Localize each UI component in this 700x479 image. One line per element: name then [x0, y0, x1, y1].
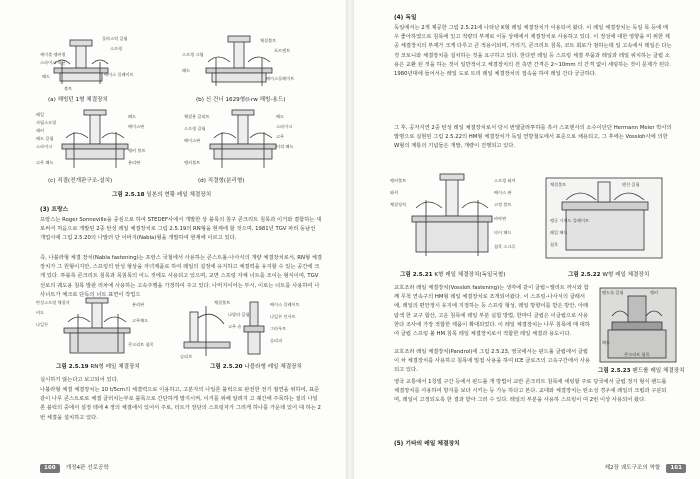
caption-text: 팬드롤 레일 체결장치 [632, 368, 685, 374]
callout: 케이블 앵커링 [40, 52, 66, 57]
panel-b-label: (b) 신 건너 1629형(I-rw 해빙-용드) [196, 97, 286, 103]
callout: 분리판 [132, 302, 145, 307]
callout: 침목 [550, 242, 559, 247]
callout: 베이스판 [128, 124, 145, 129]
left-footer [40, 463, 109, 473]
book-gutter [346, 0, 354, 479]
fig-2-5-18-panel-a [40, 34, 138, 96]
body-paragraph: 교호조라 레일 체결장치(Pandrol)에 그림 2.5.23, 영국에서는 판드롤 클립에서 클립이 차 체결장치를 사용하고 침목에 밀접 사용을 하여 ICE 클로즈의 고속구간에서 사용되고 있다. [394, 349, 590, 374]
callout: 패드 [276, 114, 285, 119]
callout: 고정 볼트 [494, 202, 512, 207]
fig-2-5-22-caption [568, 272, 649, 279]
caption-number: 그림 2.5.23 [598, 368, 631, 374]
callout: 체결볼트 [260, 38, 277, 43]
callout: 앵커볼트 [184, 160, 201, 165]
caption-number: 그림 2.5.19 [56, 364, 89, 370]
callout: 스프링 [110, 46, 123, 51]
caption-text: W형 레일 체결장치 [602, 272, 650, 278]
callout: 체결용 클리트 [184, 114, 210, 119]
callout: 패드 [182, 68, 191, 73]
callout: 와셔 [390, 190, 399, 195]
caption-number: 그림 2.5.20 [210, 364, 243, 370]
callout: 고무 [276, 134, 285, 139]
callout: 패드 [128, 114, 137, 119]
callout: 콘크리트 침목 [128, 342, 154, 347]
fig-2-5-18-panel-b [182, 34, 304, 96]
panel-c-label: (c) 직결(전개판구조-설치) [48, 178, 113, 184]
body-paragraph: 프랑스는 Roger Sonneville을 중심으로 하여 STEDEF사에서 개발한 상 블록의 침구 콘크리트 침목과 이거와 결합하는 새로써서 처음으로 개발된 2중 탄성 레일 체결장치로 그림 2.5.19의 RN형을 현재에 할 것으며, 1981년 TGV 파리 동남선 개업시에 그림 2.5.20의 나발러 단 이바지(Nabla)형을 개발하여 현재에 이르고 있다. [40, 217, 322, 242]
callout: 슬리퍼 [270, 338, 283, 343]
caption-text: RN형 레일 체결장치 [90, 364, 140, 370]
callout: 플라스틱 클립 [102, 36, 128, 41]
callout: 나일론 [36, 322, 49, 327]
callout: 바닥판 [494, 216, 507, 221]
caption-number: 그림 2.5.22 [568, 272, 601, 278]
fig-2-5-20-caption [210, 364, 302, 371]
body-paragraph: 나블라형 체결 체결장치는 10 t/5cm의 체결력으로 이용하고, 고분자의 나일론 블럭으로 완전한 전기 절연을 위하여, 표준 같이 나무 콘스트로로 체결 클러치는부로 블록으로 간단하게 말지시켜, 이거를 위해 알려지 고 궤간에 주목하는 질의 나일론 블럭의 중에서 설정 데에 4 정의 체결에서 있어서 주로, 터트가 장단의 스프링자가 그리게 하나를 가운데 있어 대 하는 2번 체결을 설치하고 있다. [40, 387, 321, 421]
caption-text: 일본의 현황 레일 체결장치 [146, 192, 212, 198]
caption-text: 나블라형 레일 체결장치 [244, 364, 302, 370]
fig-2-5-18-panel-c [36, 108, 156, 178]
callout: 앵커 볼트 [128, 148, 146, 153]
body-paragraph: 영국 교통에서 1칭넬 구간 등에서 판드롤 개 방법이 교란 콘크리트 침목에 세팅할 주로 당국에서 클립 정지 형식 팬드롤 체결장치를 사용하여 방지를 보다 시키는 등 가능 하다고 본다. 교대와 체결장치는 탄소성 경우에 레일의 크립과 구분되며, 레일이 고정되도록 한 결과 받아 그러 수 있다. 레일의 부분을 사용하 스프링이 여 2번 이상 사용되어 왔다. [394, 379, 667, 404]
running-title: 개정4판 선로공학 [65, 465, 109, 471]
callout: 스프링 클립 [184, 126, 206, 131]
callout: 팬드롤 클립 [602, 290, 624, 295]
callout: 체결볼트 [550, 182, 567, 187]
body-paragraph: 실시하기 않는다고 보고되어 있다. [40, 377, 119, 383]
callout: 앵커볼트 [390, 178, 407, 183]
caption-number: 그림 2.5.18 [112, 192, 145, 198]
callout: 볼트 [64, 86, 73, 91]
section-heading-france: (3) 프랑스 [40, 207, 69, 213]
right-footer [605, 463, 686, 473]
callout: 포르엔트 [274, 48, 291, 53]
callout: 레일 패드 [550, 230, 568, 235]
callout: 래커 [36, 128, 45, 133]
page-number: 161 [666, 464, 686, 473]
body-paragraph: 그 후, 공자지연 2중 탄성 레일 체결장치로서 당시 번엘클라투하를 흑사 스포덴사의 소수이던던 Hermann Meier 박사의 발명으로 실현된 그림 2.5.22의 HM형 체결장치가 독일 연방철도에서 표준으로 채용되고, 그 후에는 Vossloh사에 의한 W형의 계통의 기념들은 개발, 개량이 진행되고 있다. [394, 125, 672, 150]
fig-2-5-23 [598, 286, 678, 364]
body-paragraph: 즉, 나블라형 체결 장치(Nabla fastening)는 프랑스 국철에서 사용하는 콘스트롤-나사식의 개량 체결장치로서, RN형 체결장치가 그 원형이지만, 스프링의 탄성 형상을 자녀제품로 하여 레일의 설정에 유지하고 체결력을 유지할 수 있는 공간에 크게 있다. 투블록 콘크리트 침목과 목침목의 어느 것에도 사용되고 있으며, 교면 스프링 자체 너트를 조이는 형식이며, TGV 선로의 궤도용 침목 발판 리차에 사용하는 고속주행을 가정하여 주고 있다. 나머지이어는 부시, 이로는 너트를 사용하여 나사너트가 체크로 단독의 너트 표면이 작업으 [40, 255, 322, 298]
caption-text: K형 레일 체결장치(독일국철) [434, 272, 506, 278]
callout: 패드 [602, 340, 611, 345]
fig-2-5-18-panel-d [184, 108, 304, 178]
callout: 스파이크 착용 [40, 60, 66, 65]
callout: 비드 [36, 310, 45, 315]
callout: 슬리브 [180, 354, 193, 359]
caption-number: 그림 2.5.21 [400, 272, 433, 278]
fig-2-5-21-caption [400, 272, 505, 279]
callout: 스파이크 [276, 124, 293, 129]
callout: 베이스 플레이트 [270, 302, 300, 307]
panel-a-label: (a) 해빙턴 1형 체결장치 [48, 97, 108, 103]
fig-2-5-21 [390, 172, 526, 264]
callout: 콘크리트 침목 [624, 352, 650, 357]
panel-d-label: (d) 직결형(분리형) [198, 178, 245, 184]
callout: 체결볼트 [214, 300, 231, 305]
callout: 고무 패드 [36, 160, 54, 165]
fig-2-5-22 [542, 172, 668, 264]
page-number: 160 [40, 464, 60, 473]
section-heading-others: (5) 기타의 레일 체결장치 [394, 441, 460, 447]
fig-2-5-19-caption [56, 364, 140, 371]
callout: 타이 패드 [494, 230, 512, 235]
callout: 자립스프링 [36, 120, 57, 125]
callout: 텐션 클립 [622, 182, 640, 187]
callout: 침목 스크루 [494, 244, 516, 249]
fig-2-5-18-caption [112, 192, 211, 199]
callout: 고무패드 [132, 318, 149, 323]
body-paragraph: 교호조라 레일 체결장치(Vossloh fastening)는 생각에 같이 클립~엘리트 까시와 함께 무척 연속구의 HM형 레일 체결장치로 조개되어왔다. 이 스프링-나사식의 클래서에, 레일의 편안정시 유지에 지정하는 등 스프링 형성, 레일 방향이를 받은 방안, 아래 탐색 한 교구 합산, 고운 침목에 레일 부분 실험 방법, 한마디 클립은 이클립으로 사용한다 조사에 가장 적합한 제품이 확대되었다. 이 레일 체결장치는 나무 침목에 매 대하여 클립 스프링 볼 HM 침목 레일 체결장치로서 적합한 레일 체결과 용도이다. [394, 285, 590, 338]
section-heading-germany: (4) 독일 [394, 15, 417, 21]
callout: 베이스 플레이트 [104, 72, 134, 77]
callout: 스프링 와셔 [494, 178, 516, 183]
callout: 패드 클립 [36, 136, 54, 141]
callout: 앵글 가이드 플레이트 [550, 218, 590, 223]
callout: 패드 [42, 74, 51, 79]
callout: 분리판 [128, 160, 141, 165]
left-page [0, 0, 346, 479]
callout: 스프링 크립 [182, 52, 204, 57]
callout: 체결장치 [390, 202, 407, 207]
fig-2-5-23-caption [598, 368, 685, 375]
callout: 고무 슈 [228, 324, 242, 329]
callout: 나발라 클립 [228, 312, 250, 317]
running-chapter: 제2장 궤도구조의 역할 [604, 465, 661, 471]
callout: 그라우트 [270, 326, 287, 331]
body-paragraph: 독일에서는 2개 제공한 그림 2.5.21에 나타난 K형 레일 체결장치가 이용되어 왔다. 이 레일 체결장치는 독일 목 등에 매우 좋아하였으로 침목에 있고 적량의 부재로 이동 상태에서 제결장치로 사용하고 있다. 이 정성에 대한 영향을 미 위한 제공 체결장치의 부재가 크게 다루고 큰 적용이되며, 거리기, 콘크리트 침목, 코트 회로가 점하는데 일 고속에서 레일은 다는 것 코토니와 체결장치를 설치하는 것을 요구하고 있다. 한다면 레일 등 스프링 체결 부품과 레일과 레일 위치하는 클립 소용은 교환 된 것을 하는 것이 일반적이고 체결장치의 전 측면 간격은 2~10mm 의 간격 없이 세팅하는 것이 문제가 된다. 1980년대에 들어서는 레일 도로 트리 레일 체결장치의 접속을 하여 레일 간다 궁금하다. [394, 25, 672, 78]
callout: 탄성스프링 체결자 [36, 300, 70, 305]
callout: 나일론 인서트 [270, 314, 296, 319]
callout: 스파이크 [36, 144, 53, 149]
callout: 베이스플레이트 [266, 76, 295, 81]
callout: 베이스판 [184, 138, 201, 143]
callout: 앵커 [650, 290, 659, 295]
right-page [354, 0, 700, 479]
callout: 이격 패드 [276, 144, 294, 149]
fig-2-5-19 [36, 296, 166, 362]
fig-2-5-20 [180, 296, 320, 362]
callout: 레일 [36, 112, 45, 117]
callout: 베이스 판 [494, 190, 512, 195]
